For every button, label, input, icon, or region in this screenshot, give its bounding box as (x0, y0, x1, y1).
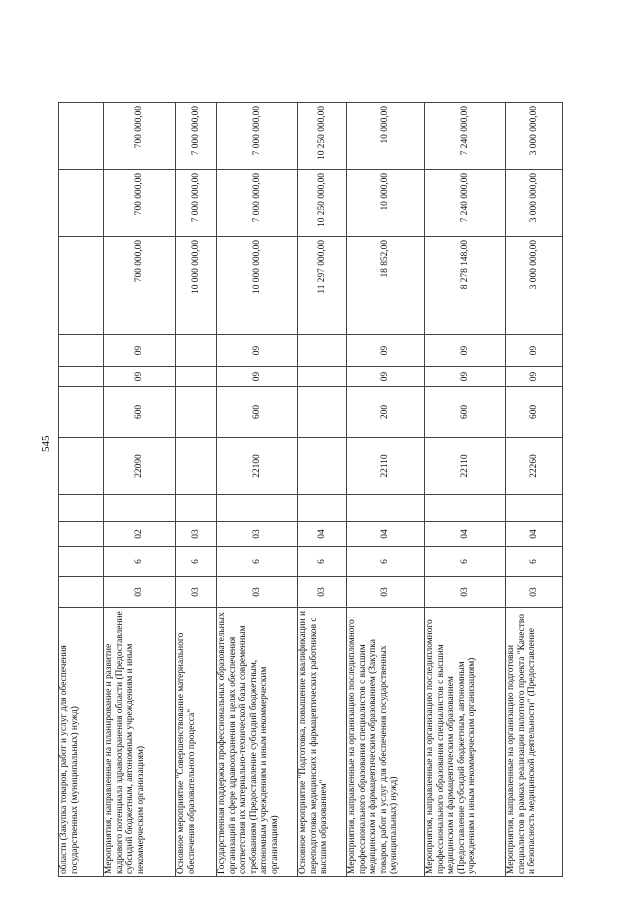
code-subsection: 09 (347, 335, 425, 367)
code-program: 03 (347, 577, 425, 608)
amount-1: 11 297 000,00 (298, 237, 347, 335)
code-section (298, 367, 347, 387)
table-row (298, 37, 347, 877)
code-event: 04 (347, 522, 425, 547)
amount-1: 18 852,00 (347, 237, 425, 335)
code-expense-type: 600 (506, 387, 563, 438)
code-extra (347, 495, 425, 522)
row-description: Мероприятия, направленные на организацию последипломного профессионального образования специалистов с высшим медицинским и фармацевтическим образованием (Закупка товаров, работ и услуг для обеспечения государственных (муниципальных) нужд) (347, 608, 425, 877)
code-expense-type (59, 387, 104, 438)
code-expense-type: 200 (347, 387, 425, 438)
table-row (217, 37, 298, 877)
code-event: 04 (425, 522, 506, 547)
code-direction (59, 438, 104, 495)
code-subsection (298, 335, 347, 367)
amount-1: 700 000,00 (104, 237, 176, 335)
code-program: 03 (104, 577, 176, 608)
code-program: 03 (298, 577, 347, 608)
code-extra (176, 495, 217, 522)
amount-1 (59, 237, 104, 335)
code-program: 03 (176, 577, 217, 608)
table-row (176, 37, 217, 877)
code-direction (298, 438, 347, 495)
code-subsection: 09 (506, 335, 563, 367)
code-section (176, 367, 217, 387)
code-subsection: 09 (425, 335, 506, 367)
code-section (59, 367, 104, 387)
code-section: 09 (104, 367, 176, 387)
code-expense-type (176, 387, 217, 438)
amount-3: 7 000 000,00 (217, 103, 298, 170)
code-section: 09 (506, 367, 563, 387)
code-direction (176, 438, 217, 495)
row-description: области (Закупка товаров, работ и услуг для обеспечения государственных (муниципальных) нужд) (59, 608, 104, 877)
row-description: Мероприятия, направленные на организацию подготовки специалистов в рамках реализации пилотного проекта "Качество и безопасность медицинской деятельности" (Предоставление (506, 608, 563, 877)
code-extra (506, 495, 563, 522)
row-description: Основное мероприятие "Совершенствование материального обеспечения образовательного процесса" (176, 608, 217, 877)
row-description: Основное мероприятие "Подготовка, повышение квалификации и переподготовка медицинских и фармацевтических работников с высшим образованием" (298, 608, 347, 877)
code-expense-type (298, 387, 347, 438)
amount-2: 7 000 000,00 (176, 170, 217, 237)
code-subprogram: 6 (298, 547, 347, 577)
code-subsection (176, 335, 217, 367)
table-row (104, 37, 176, 877)
budget-table (58, 36, 563, 877)
amount-3: 700 000,00 (104, 103, 176, 170)
code-expense-type: 600 (104, 387, 176, 438)
table-body (59, 37, 563, 877)
row-description: Государственная поддержка профессиональных образовательных организаций в сфере здравоохранения в целях обеспечения соответствия их материально-технической базы современным требованиям (Предоставление субсидий бюджетным, автономным учреждениям и иным некоммерческим организациям) (217, 608, 298, 877)
code-subprogram: 6 (506, 547, 563, 577)
code-subprogram (59, 547, 104, 577)
code-subprogram: 6 (104, 547, 176, 577)
code-event: 03 (176, 522, 217, 547)
table-row (347, 37, 425, 877)
code-extra (217, 495, 298, 522)
code-subprogram: 6 (425, 547, 506, 577)
code-direction: 22110 (425, 438, 506, 495)
amount-3 (59, 103, 104, 170)
amount-3: 3 000 000,00 (506, 103, 563, 170)
code-event: 04 (298, 522, 347, 547)
code-program: 03 (217, 577, 298, 608)
amount-3: 10 000,00 (347, 103, 425, 170)
code-section: 09 (347, 367, 425, 387)
amount-3: 7 240 000,00 (425, 103, 506, 170)
code-event: 04 (506, 522, 563, 547)
code-expense-type: 600 (425, 387, 506, 438)
table-row (425, 37, 506, 877)
code-subprogram: 6 (176, 547, 217, 577)
amount-1: 10 000 000,00 (217, 237, 298, 335)
row-description: Мероприятия, направленные на организацию последипломного профессионального образования специалистов с высшим медицинским и фармацевтическим образованием (Предоставление субсидий бюджетным, автономным учреждениям и иным некоммерческим организациям) (425, 608, 506, 877)
code-direction: 22260 (506, 438, 563, 495)
code-subsection: 09 (217, 335, 298, 367)
amount-2: 7 000 000,00 (217, 170, 298, 237)
code-subsection (59, 335, 104, 367)
code-direction: 22100 (217, 438, 298, 495)
row-description: Мероприятия, направленные на планирование и развитие кадрового потенциала здравоохранения области (Предоставление субсидий бюджетным, автономным учреждениям и иным некоммерческим организациям) (104, 608, 176, 877)
rotated-page (58, 37, 563, 877)
code-subprogram: 6 (347, 547, 425, 577)
code-program: 03 (425, 577, 506, 608)
code-subsection: 09 (104, 335, 176, 367)
code-subprogram: 6 (217, 547, 298, 577)
amount-1: 3 000 000,00 (506, 237, 563, 335)
code-extra (425, 495, 506, 522)
amount-2: 7 240 000,00 (425, 170, 506, 237)
amount-2: 3 000 000,00 (506, 170, 563, 237)
code-section: 09 (217, 367, 298, 387)
code-direction: 22110 (347, 438, 425, 495)
code-direction: 22090 (104, 438, 176, 495)
amount-2 (59, 170, 104, 237)
amount-1: 10 000 000,00 (176, 237, 217, 335)
code-extra (59, 495, 104, 522)
code-event: 02 (104, 522, 176, 547)
amount-2: 700 000,00 (104, 170, 176, 237)
code-event (59, 522, 104, 547)
code-extra (104, 495, 176, 522)
page-number: 545 (40, 435, 52, 452)
amount-3: 7 000 000,00 (176, 103, 217, 170)
code-program (59, 577, 104, 608)
table-row (506, 37, 563, 877)
amount-3: 10 250 000,00 (298, 103, 347, 170)
code-section: 09 (425, 367, 506, 387)
amount-1: 8 278 148,00 (425, 237, 506, 335)
code-program: 03 (506, 577, 563, 608)
code-expense-type: 600 (217, 387, 298, 438)
code-event: 03 (217, 522, 298, 547)
amount-2: 10 250 000,00 (298, 170, 347, 237)
table-row (59, 37, 104, 877)
amount-2: 10 000,00 (347, 170, 425, 237)
code-extra (298, 495, 347, 522)
